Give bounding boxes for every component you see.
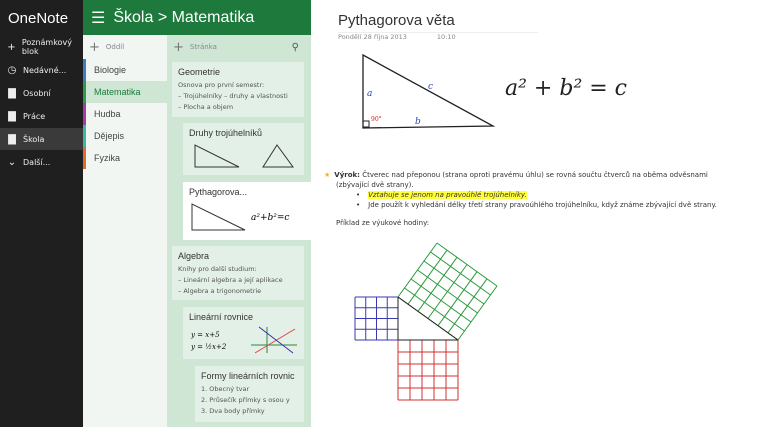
page-line: – Plocha a objem [178,103,234,111]
page-line: Knihy pro další studium: [178,265,257,273]
nav-more[interactable] [0,151,83,173]
example-label: Příklad ze výukové hodiny: [336,219,430,227]
add-section-label: Oddíl [105,43,125,51]
label-b: b [415,117,421,127]
header [83,0,311,35]
app-title: OneNote [8,10,69,27]
svg-text:a²+b²=c: a²+b²=c [251,213,290,223]
page-line: – Algebra a trigonometrie [178,287,262,295]
bullet: • Jde použít k vyhledání délky třetí strany pravoúhlého trojúhelníku, když známe zbývající dvě strany. [356,200,736,210]
green-square-grid [424,261,484,304]
page-time: 10:10 [436,33,456,41]
green-square-grid [448,279,487,333]
page-druhy-trojuhelniku[interactable] [183,123,304,175]
page-algebra[interactable] [172,246,304,300]
shared-notebook-icon: ▇ [8,133,16,145]
page-line: 2. Průsečík přímky s osou y [201,396,290,404]
thumbnail-drawing [189,325,299,355]
chevron-down-icon: ⌄ [7,156,17,168]
add-notebook-button[interactable] [0,36,83,58]
bullet-text: Vztahuje se jenom na pravoúhlé trojúhelníky. [368,191,527,199]
nav-recent[interactable] [0,59,83,81]
svg-text:y = x+5: y = x+5 [191,331,220,339]
breadcrumb: Škola > Matematika [113,8,255,26]
label-angle: 90° [371,116,382,123]
star-icon: ★ [324,171,331,179]
page-title: Algebra [178,251,210,261]
green-square-grid [418,270,478,313]
triangle-side [398,297,458,340]
statement-text: Čtverec nad přeponou (strana oproti pravému úhlu) se rovná součtu čtverců na oběma odvěsnami (zbývající dvě strany). [336,171,708,189]
section-biologie[interactable]: Biologie [83,59,167,81]
green-square-grid [431,252,491,295]
bullet [356,190,736,200]
page-line: 3. Dva body přímky [201,407,265,415]
page-title: Geometrie [178,67,221,77]
nav-label: Poznámkový blok [21,38,72,56]
nav-label: Další... [23,157,51,167]
page-geometrie[interactable] [172,62,304,117]
svg-text:y = ½x+2: y = ½x+2 [191,343,227,351]
add-page-label: Stránka [189,43,217,51]
sections-list [83,35,167,427]
nav-label: Osobní [23,88,51,98]
notebook-osobni[interactable] [0,82,83,104]
page-pythagorova[interactable] [183,182,311,240]
section-matematika[interactable]: Matematika [83,81,167,103]
page-line: – Lineární algebra a její aplikace [178,276,283,284]
page-title: Druhy trojúhelníků [189,128,263,138]
plus-icon: + [89,39,100,55]
thumbnail-drawing [189,141,299,171]
page-line: 1. Obecný tvar [201,385,250,393]
page-formy-linearnich-rovnic[interactable] [195,366,304,422]
page-line: – Trojúhelníky – druhy a vlastnosti [178,92,288,100]
nav-label: Nedávné... [23,65,67,75]
label-a: a [367,89,373,99]
section-fyzika[interactable]: Fyzika [83,147,167,169]
green-square-grid [437,243,497,286]
thumbnail-drawing [189,200,309,234]
menu-icon[interactable]: ☰ [91,9,106,27]
page-title[interactable]: Pythagorova věta [338,12,455,29]
notebook-skola[interactable] [0,128,83,150]
statement-label: Výrok: [334,171,360,179]
pages-list [167,35,311,427]
formula: a² + b² = c [505,76,627,101]
add-section-button[interactable] [83,35,167,59]
green-square-grid [458,286,497,340]
page-title: Lineární rovnice [189,312,254,322]
add-page-button[interactable] [167,35,311,59]
page-title: Pythagorova... [189,187,248,197]
notebook-icon: ▇ [8,87,16,99]
page-line: Osnova pro první semestr: [178,81,265,89]
label-c: c [428,82,434,92]
plus-icon: + [173,39,184,55]
page-canvas[interactable] [311,0,759,427]
note-body[interactable] [324,170,736,228]
green-square-grid [438,272,477,326]
clock-icon: ◷ [7,64,17,76]
search-icon[interactable]: ⚲ [291,41,299,53]
nav-label: Práce [23,111,46,121]
notebook-sidebar [0,0,83,427]
plus-icon: + [7,41,16,53]
section-hudba[interactable]: Hudba [83,103,167,125]
nav-label: Škola [23,134,45,144]
notebook-prace[interactable] [0,105,83,127]
section-dejepis[interactable]: Dějepis [83,125,167,147]
notebook-icon: ▇ [8,110,16,122]
page-title: Formy lineárních rovnic [201,371,295,381]
page-date: Pondělí 28 října 2013 [338,33,407,41]
page-linearni-rovnice[interactable] [183,307,304,359]
